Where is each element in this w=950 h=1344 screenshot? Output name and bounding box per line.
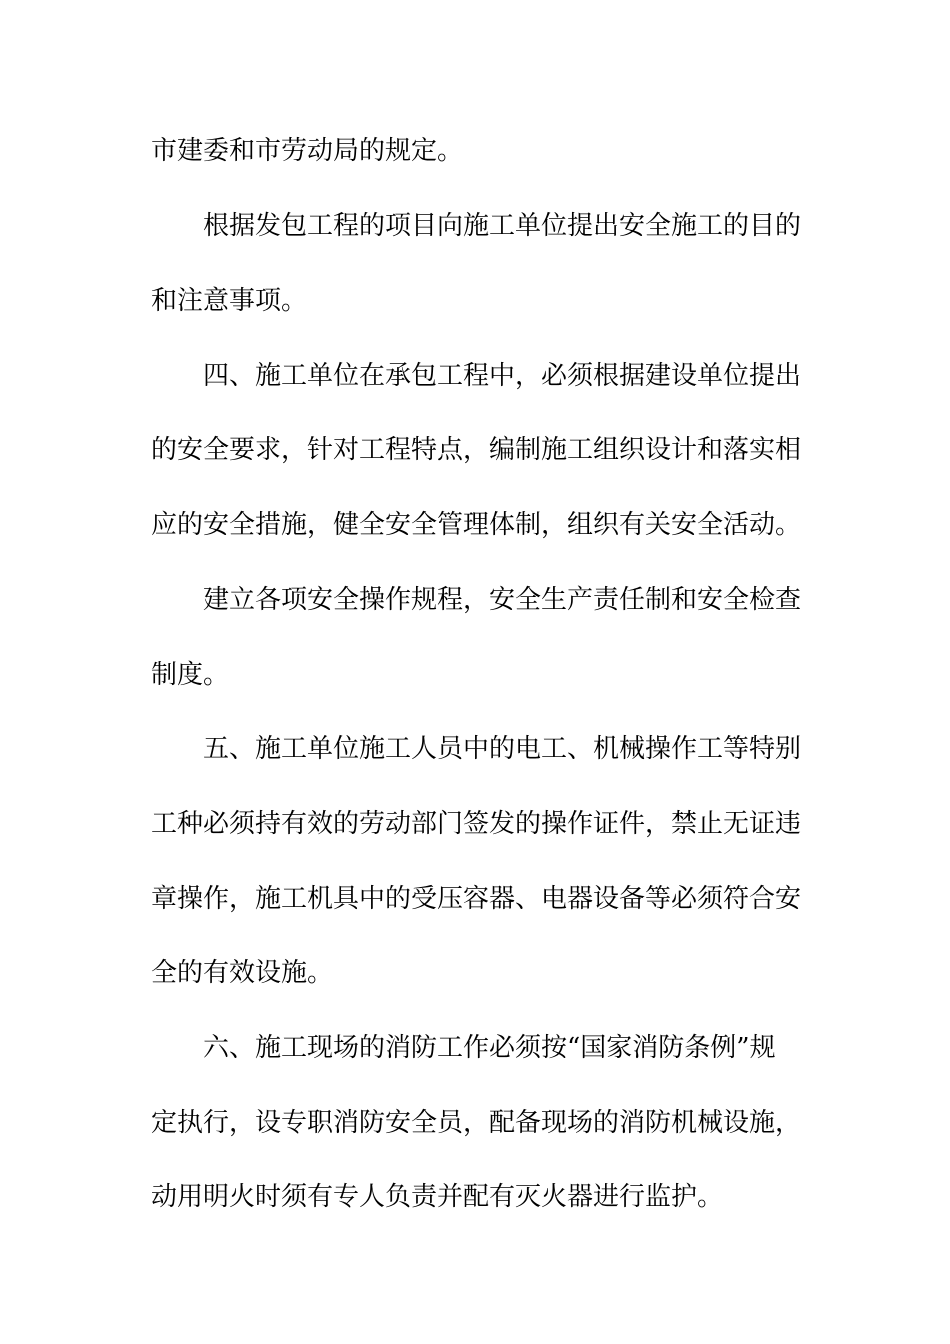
- text-line: 章操作，施工机具中的受压容器、电器设备等必须符合安: [151, 884, 802, 914]
- text-line: 的安全要求，针对工程特点，编制施工组织设计和落实相: [151, 435, 802, 465]
- text-line: 工种必须持有效的劳动部门签发的操作证件，禁止无证违: [151, 809, 802, 839]
- text-line: 六、施工现场的消防工作必须按“国家消防条例”规: [203, 1033, 776, 1063]
- text-line: 全的有效设施。: [151, 958, 334, 988]
- text-line: 四、施工单位在承包工程中，必须根据建设单位提出: [203, 361, 802, 391]
- text-line: 市建委和市劳动局的规定。: [151, 136, 464, 166]
- text-line: 建立各项安全操作规程，安全生产责任制和安全检查: [203, 585, 802, 615]
- text-line: 应的安全措施，健全安全管理体制，组织有关安全活动。: [151, 510, 802, 540]
- text-line: 五、施工单位施工人员中的电工、机械操作工等特别: [203, 734, 802, 764]
- text-line: 动用明火时须有专人负责并配有灭火器进行监护。: [151, 1182, 724, 1212]
- text-line: 定执行，设专职消防安全员，配备现场的消防机械设施，: [151, 1108, 802, 1138]
- text-line: 根据发包工程的项目向施工单位提出安全施工的目的: [203, 211, 802, 241]
- text-line: 制度。: [151, 660, 230, 690]
- text-line: 和注意事项。: [151, 286, 308, 316]
